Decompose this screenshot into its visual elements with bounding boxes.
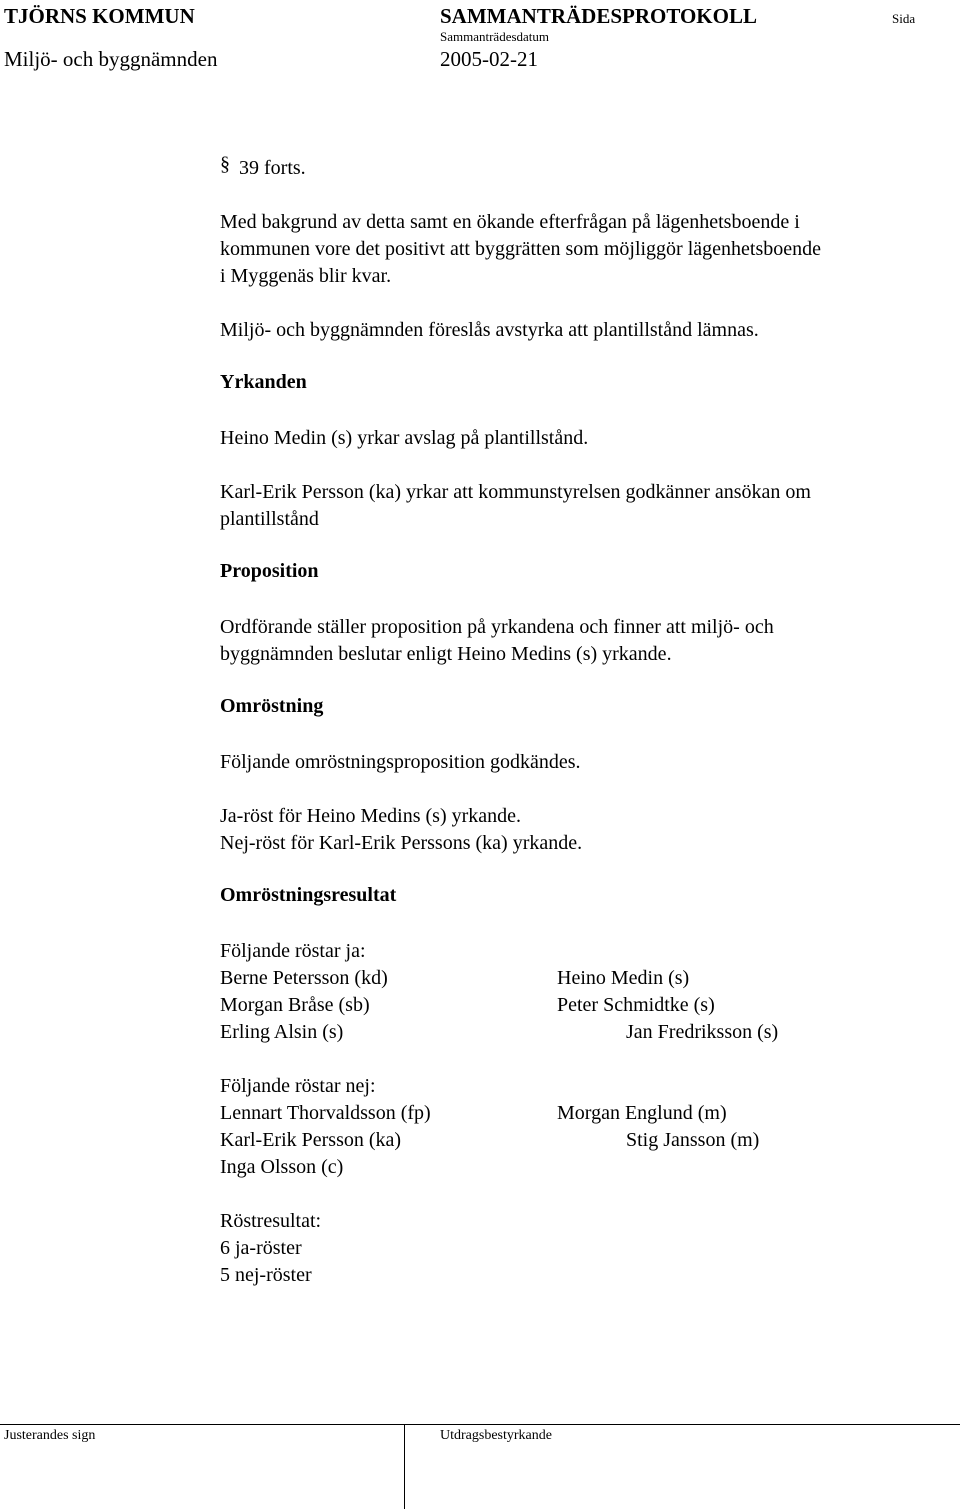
ja-voter: Erling Alsin (s) — [220, 1021, 344, 1043]
yrkande-line: plantillstånd — [220, 508, 319, 530]
nej-voter: Karl-Erik Persson (ka) — [220, 1129, 402, 1151]
yrkande-line: Heino Medin (s) yrkar avslag på plantillstånd. — [220, 427, 589, 449]
meeting-date: 2005-02-21 — [440, 47, 538, 71]
proposition-line: Ordförande ställer proposition på yrkandena och finner att miljö- och — [220, 616, 774, 638]
nej-voter: Lennart Thorvaldsson (fp) — [220, 1102, 431, 1124]
yrkanden-heading: Yrkanden — [220, 371, 307, 393]
ja-voter: Jan Fredriksson (s) — [626, 1021, 779, 1043]
municipality-name: TJÖRNS KOMMUN — [4, 4, 195, 28]
committee-name: Miljö- och byggnämnden — [4, 47, 218, 71]
footer-column-divider — [404, 1424, 405, 1509]
sign-label: Justerandes sign — [4, 1428, 96, 1443]
ja-count: 6 ja-röster — [220, 1237, 302, 1259]
ja-voter: Morgan Bråse (sb) — [220, 994, 370, 1016]
omrostning-heading: Omröstning — [220, 695, 324, 717]
document-type: SAMMANTRÄDESPROTOKOLL — [440, 4, 757, 28]
rostresultat-label: Röstresultat: — [220, 1210, 322, 1232]
proposal-text: Miljö- och byggnämnden föreslås avstyrka att plantillstånd lämnas. — [220, 319, 759, 341]
paragraph-sign: § — [220, 153, 230, 175]
intro-line: Med bakgrund av detta samt en ökande efterfrågan på lägenhetsboende i — [220, 211, 800, 233]
omrostningsresultat-heading: Omröstningsresultat — [220, 884, 397, 906]
intro-line: kommunen vore det positivt att byggrätten som möjliggör lägenhetsboende — [220, 238, 821, 260]
nej-voters-label: Följande röstar nej: — [220, 1075, 376, 1097]
ja-voter: Peter Schmidtke (s) — [557, 994, 715, 1016]
ja-voter: Berne Petersson (kd) — [220, 967, 388, 989]
ja-rost-line: Ja-röst för Heino Medins (s) yrkande. — [220, 805, 522, 827]
date-label: Sammanträdesdatum — [440, 29, 550, 44]
footer-divider — [0, 1424, 960, 1425]
intro-line: i Myggenäs blir kvar. — [220, 265, 392, 287]
extract-label: Utdragsbestyrkande — [440, 1428, 552, 1443]
nej-rost-line: Nej-röst för Karl-Erik Perssons (ka) yrkande. — [220, 832, 583, 854]
proposition-heading: Proposition — [220, 560, 319, 582]
nej-voter: Morgan Englund (m) — [557, 1102, 727, 1124]
yrkande-line: Karl-Erik Persson (ka) yrkar att kommunstyrelsen godkänner ansökan om — [220, 481, 811, 503]
nej-count: 5 nej-röster — [220, 1264, 312, 1286]
section-number-text: 39 forts. — [239, 157, 306, 179]
section-number — [220, 155, 306, 182]
nej-voter: Inga Olsson (c) — [220, 1156, 344, 1178]
ja-voters-label: Följande röstar ja: — [220, 940, 366, 962]
proposition-line: byggnämnden beslutar enligt Heino Medins (s) yrkande. — [220, 643, 672, 665]
ja-voter: Heino Medin (s) — [557, 967, 690, 989]
omrostning-line: Följande omröstningsproposition godkändes. — [220, 751, 581, 773]
nej-voter: Stig Jansson (m) — [626, 1129, 760, 1151]
page-label: Sida — [892, 11, 916, 26]
